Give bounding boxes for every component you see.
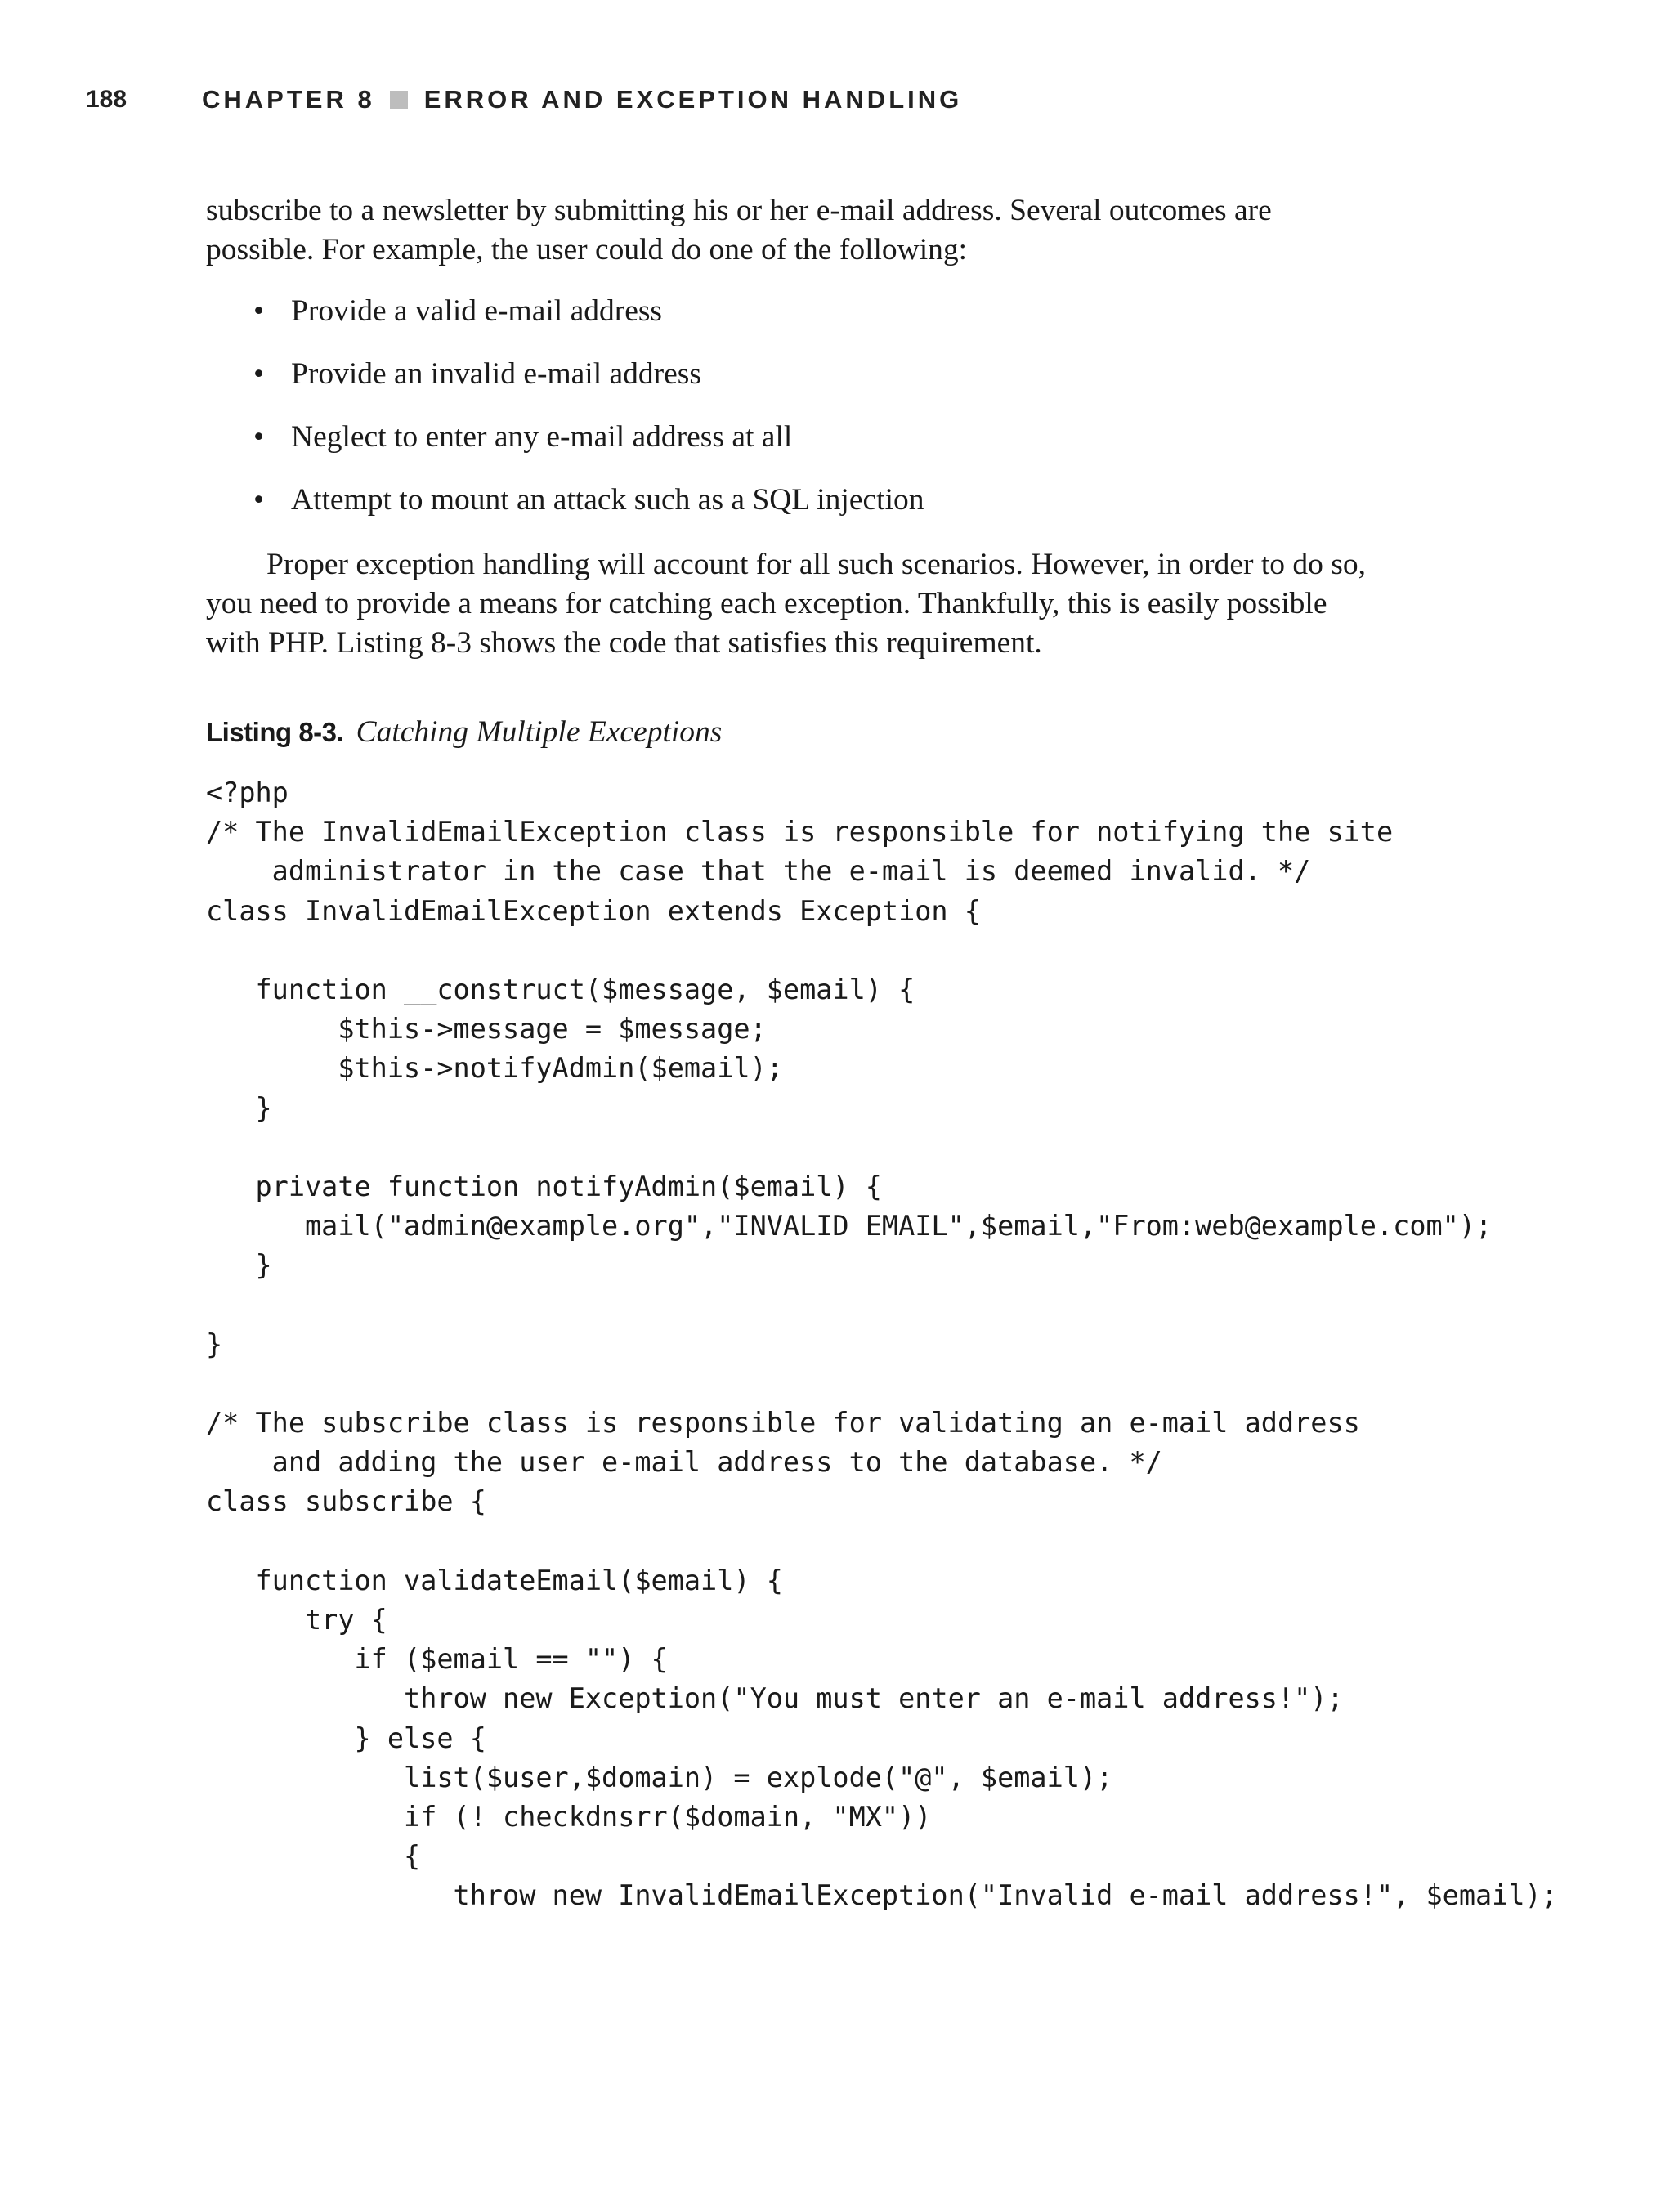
- code-line: try {: [206, 1603, 387, 1636]
- code-line: /* The subscribe class is responsible for validating an e-mail address: [206, 1407, 1360, 1439]
- bullet-icon: •: [253, 420, 265, 454]
- code-line: }: [206, 1328, 223, 1360]
- list-item-text: Neglect to enter any e-mail address at all: [291, 420, 793, 454]
- list-item: [253, 355, 924, 418]
- bullet-icon: •: [253, 294, 265, 328]
- code-line: [206, 1364, 1558, 1404]
- chapter-label: CHAPTER 8: [202, 85, 375, 114]
- code-line: class InvalidEmailException extends Exception {: [206, 894, 981, 927]
- code-listing: [206, 773, 1558, 1915]
- paragraph-line: with PHP. Listing 8-3 shows the code that satisfies this requirement.: [206, 626, 1042, 660]
- code-line: function __construct($message, $email) {: [206, 973, 915, 1005]
- code-line: } else {: [206, 1722, 486, 1754]
- section-title: ERROR AND EXCEPTION HANDLING: [423, 85, 963, 114]
- code-line: $this->message = $message;: [206, 1013, 767, 1046]
- intro-line: possible. For example, the user could do one of the following:: [206, 233, 968, 266]
- code-line: [206, 1128, 1558, 1167]
- code-line: [206, 1522, 1558, 1561]
- paragraph-line: you need to provide a means for catching each exception. Thankfully, this is easily possible: [206, 587, 1327, 620]
- code-line: private function notifyAdmin($email) {: [206, 1170, 882, 1202]
- list-item: [253, 481, 924, 544]
- code-line: mail("admin@example.org","INVALID EMAIL",$email,"From:web@example.com");: [206, 1210, 1493, 1243]
- code-line: $this->notifyAdmin($email);: [206, 1052, 783, 1085]
- paragraph-line-text: Proper exception handling will account for all such scenarios. However, in order to do so,: [266, 548, 1367, 581]
- list-item: [253, 418, 924, 481]
- code-line: [206, 1285, 1558, 1324]
- code-line: <?php: [206, 777, 289, 808]
- code-line: if ($email == "") {: [206, 1643, 668, 1676]
- code-line: {: [206, 1840, 421, 1873]
- code-line: throw new InvalidEmailException("Invalid e-mail address!", $email);: [206, 1879, 1558, 1912]
- code-line: if (! checkdnsrr($domain, "MX")): [206, 1800, 932, 1833]
- code-line: /* The InvalidEmailException class is responsible for notifying the site: [206, 816, 1394, 849]
- code-line: and adding the user e-mail address to the database. */: [206, 1446, 1162, 1479]
- intro-line: subscribe to a newsletter by submitting his or her e-mail address. Several outcomes are: [206, 194, 1272, 227]
- intro-paragraph: [206, 191, 1465, 270]
- header-square-ornament: [390, 91, 408, 109]
- code-line: }: [206, 1091, 272, 1124]
- paragraph-line: [206, 545, 1465, 584]
- code-line: class subscribe {: [206, 1485, 486, 1518]
- code-line: list($user,$domain) = explode("@", $email);: [206, 1761, 1113, 1793]
- bullet-icon: •: [253, 483, 265, 517]
- exception-paragraph: [206, 545, 1465, 663]
- bullet-icon: •: [253, 357, 265, 391]
- code-line: administrator in the case that the e-mail is deemed invalid. */: [206, 855, 1311, 888]
- list-item: [253, 292, 924, 355]
- list-item-text: Provide a valid e-mail address: [291, 294, 663, 328]
- listing-label: Listing 8-3.: [206, 717, 344, 747]
- page-number: 188: [86, 86, 128, 113]
- list-item-text: Attempt to mount an attack such as a SQL injection: [291, 483, 924, 517]
- code-line: throw new Exception("You must enter an e-mail address!");: [206, 1682, 1344, 1715]
- listing-caption: [206, 713, 722, 752]
- code-line: }: [206, 1249, 272, 1282]
- list-item-text: Provide an invalid e-mail address: [291, 357, 701, 391]
- code-line: [206, 931, 1558, 970]
- listing-title: Catching Multiple Exceptions: [356, 715, 723, 749]
- outcome-list: [253, 292, 924, 544]
- running-head: [86, 82, 962, 118]
- code-line: function validateEmail($email) {: [206, 1564, 783, 1596]
